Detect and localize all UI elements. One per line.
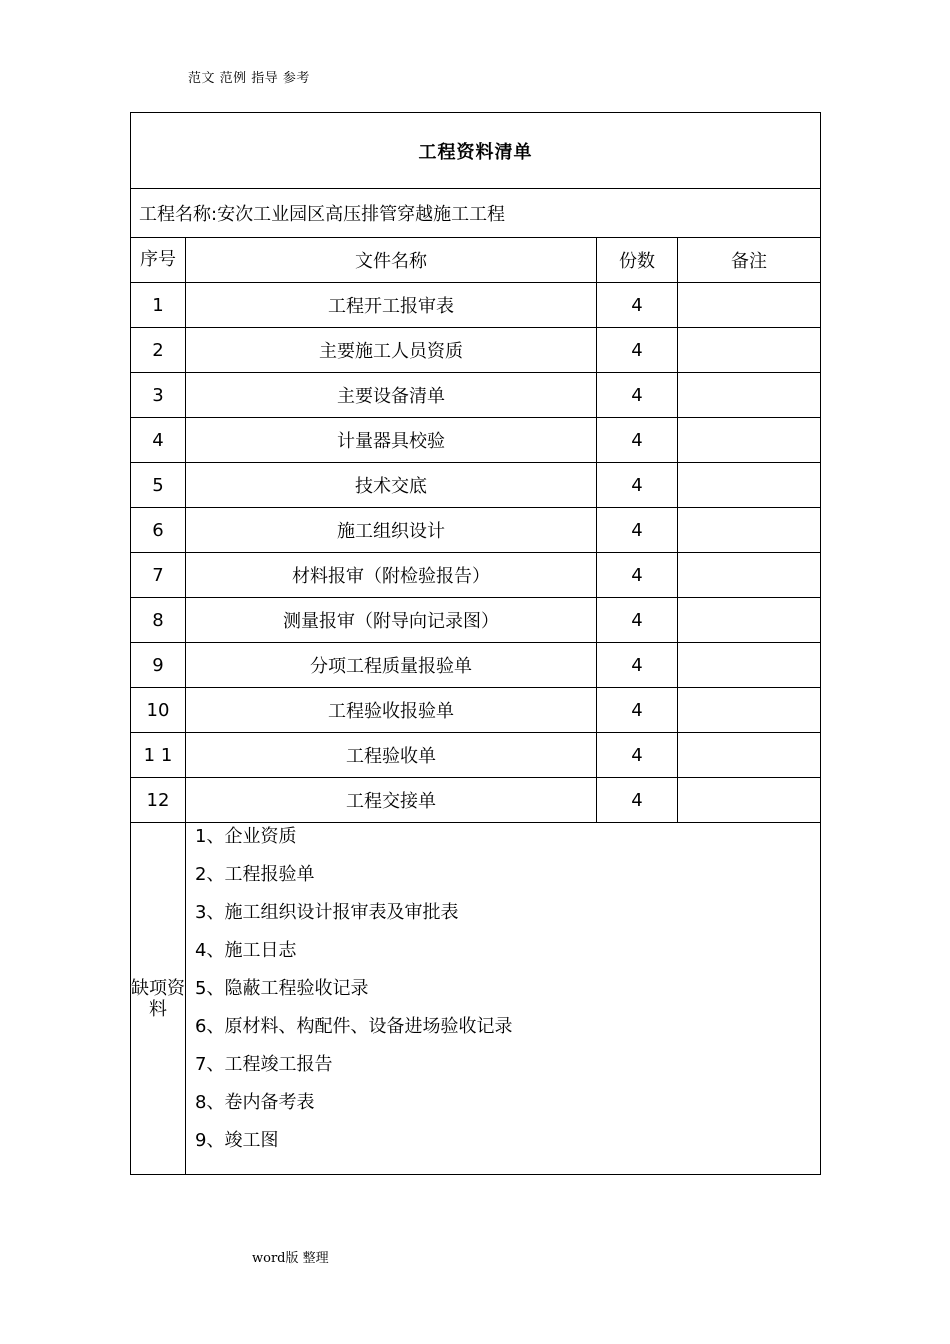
row-file-name: 工程交接单	[186, 778, 597, 823]
row-remark	[678, 598, 821, 643]
row-remark	[678, 643, 821, 688]
table-row	[131, 778, 821, 823]
column-header-file-name: 文件名称	[186, 238, 597, 283]
table-row	[131, 463, 821, 508]
row-file-name: 工程验收单	[186, 733, 597, 778]
row-copies: 4	[597, 778, 678, 823]
row-copies: 4	[597, 688, 678, 733]
column-header-remark: 备注	[678, 238, 821, 283]
row-copies: 4	[597, 463, 678, 508]
row-remark	[678, 463, 821, 508]
column-header-row	[131, 238, 821, 283]
row-copies: 4	[597, 508, 678, 553]
row-remark	[678, 508, 821, 553]
missing-items-label: 缺项资料	[131, 823, 186, 1175]
row-file-name: 材料报审（附检验报告）	[186, 553, 597, 598]
row-copies: 4	[597, 553, 678, 598]
row-seq: 5	[131, 463, 186, 508]
row-seq: 10	[131, 688, 186, 733]
missing-items-row	[131, 823, 821, 1175]
project-name: 工程名称:安次工业园区高压排管穿越施工工程	[131, 189, 821, 238]
row-remark	[678, 373, 821, 418]
table-row	[131, 283, 821, 328]
table-row	[131, 643, 821, 688]
missing-item: 9、竣工图	[195, 1130, 279, 1151]
page-footer-note: word版 整理	[252, 1251, 329, 1266]
column-header-copies: 份数	[597, 238, 678, 283]
missing-item: 1、企业资质	[195, 826, 297, 847]
row-seq: 1	[131, 283, 186, 328]
row-file-name: 测量报审（附导向记录图）	[186, 598, 597, 643]
table-row	[131, 733, 821, 778]
row-file-name: 技术交底	[186, 463, 597, 508]
row-copies: 4	[597, 373, 678, 418]
missing-item: 3、施工组织设计报审表及审批表	[195, 902, 459, 923]
row-file-name: 施工组织设计	[186, 508, 597, 553]
row-copies: 4	[597, 283, 678, 328]
row-file-name: 主要设备清单	[186, 373, 597, 418]
row-file-name: 工程开工报审表	[186, 283, 597, 328]
missing-item: 8、卷内备考表	[195, 1092, 315, 1113]
table-row	[131, 508, 821, 553]
row-seq: 4	[131, 418, 186, 463]
page-header-note: 范文 范例 指导 参考	[188, 71, 310, 86]
row-file-name: 分项工程质量报验单	[186, 643, 597, 688]
row-remark	[678, 283, 821, 328]
row-copies: 4	[597, 733, 678, 778]
table-row	[131, 373, 821, 418]
row-file-name: 工程验收报验单	[186, 688, 597, 733]
row-file-name: 主要施工人员资质	[186, 328, 597, 373]
row-seq: 1 1	[131, 733, 186, 778]
column-header-seq: 序号	[131, 238, 186, 283]
row-remark	[678, 553, 821, 598]
row-remark	[678, 418, 821, 463]
row-seq: 9	[131, 643, 186, 688]
row-seq: 8	[131, 598, 186, 643]
missing-item: 5、隐蔽工程验收记录	[195, 978, 369, 999]
missing-item: 4、施工日志	[195, 940, 297, 961]
row-copies: 4	[597, 418, 678, 463]
row-copies: 4	[597, 328, 678, 373]
row-seq: 6	[131, 508, 186, 553]
missing-item: 6、原材料、构配件、设备进场验收记录	[195, 1016, 513, 1037]
table-row	[131, 418, 821, 463]
row-copies: 4	[597, 643, 678, 688]
row-remark	[678, 328, 821, 373]
missing-item: 7、工程竣工报告	[195, 1054, 333, 1075]
missing-item: 2、工程报验单	[195, 864, 315, 885]
table-row	[131, 328, 821, 373]
row-seq: 7	[131, 553, 186, 598]
table-row	[131, 553, 821, 598]
row-seq: 12	[131, 778, 186, 823]
row-seq: 2	[131, 328, 186, 373]
row-copies: 4	[597, 598, 678, 643]
missing-items-list	[186, 823, 821, 1175]
row-seq: 3	[131, 373, 186, 418]
table-row	[131, 688, 821, 733]
document-table	[130, 112, 821, 1175]
table-row	[131, 598, 821, 643]
row-remark	[678, 778, 821, 823]
row-file-name: 计量器具校验	[186, 418, 597, 463]
row-remark	[678, 733, 821, 778]
row-remark	[678, 688, 821, 733]
table-title: 工程资料清单	[131, 113, 821, 189]
